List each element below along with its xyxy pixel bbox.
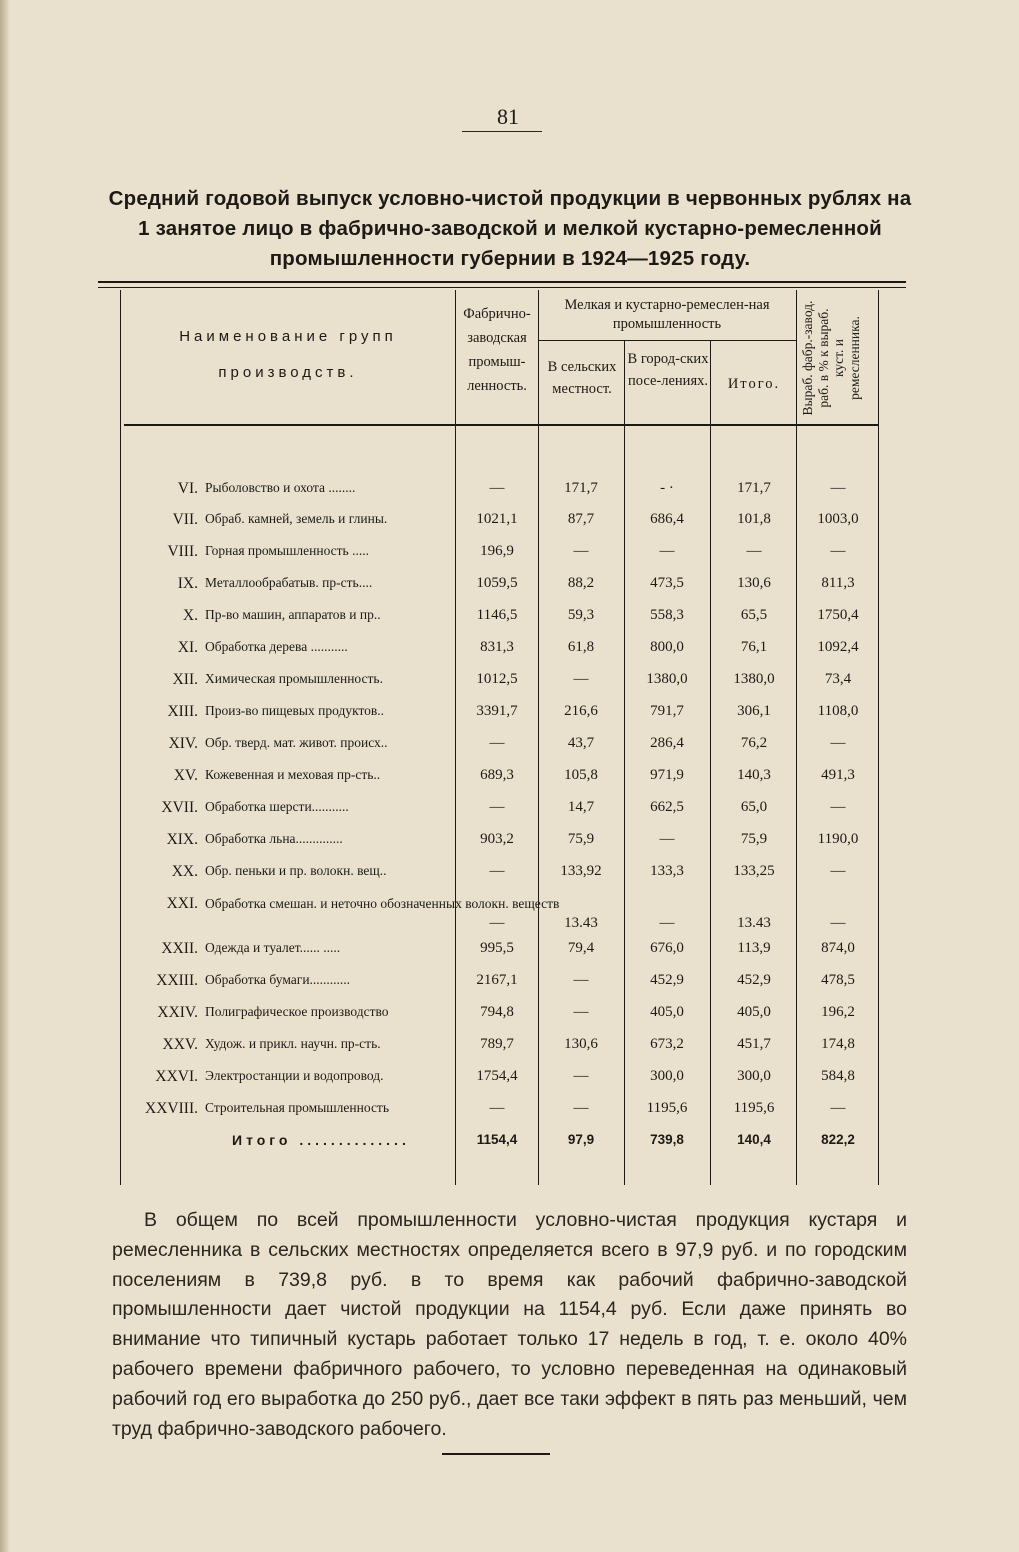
total-row-label: Итого .............. <box>232 1132 410 1148</box>
total-cell-factory: 1154,4 <box>476 1132 518 1147</box>
row-number: XIX. <box>166 831 198 848</box>
row-label: Одежда и туалет...... ..... <box>205 940 341 955</box>
cell-total: 1195,6 <box>733 1100 775 1116</box>
cell-factory: 1012,5 <box>476 671 518 687</box>
cell-ratio: 73,4 <box>824 671 852 687</box>
row-number: XIII. <box>167 703 198 720</box>
cell-factory: — <box>489 1100 505 1116</box>
table-row <box>120 831 880 863</box>
cell-ratio: 1092,4 <box>817 639 859 655</box>
row-number: XX. <box>171 863 198 880</box>
cell-ratio: 874,0 <box>821 940 855 956</box>
cell-factory: 789,7 <box>480 1036 514 1052</box>
cell-factory: 3391,7 <box>476 703 518 719</box>
cell-urban: - · <box>660 480 674 496</box>
row-label: Металлообрабатыв. пр-сть.... <box>205 575 373 590</box>
cell-rural: — <box>573 1068 589 1084</box>
cell-factory: 903,2 <box>480 831 514 847</box>
bottom-rule <box>442 1453 550 1455</box>
cell-rural: 13.43 <box>564 915 598 931</box>
table-row <box>120 575 880 607</box>
cell-ratio: 811,3 <box>821 575 855 591</box>
table-top-rule <box>98 281 906 283</box>
header-total: Итого. <box>727 376 781 392</box>
row-number: XVII. <box>161 799 198 816</box>
cell-rural: 88,2 <box>567 575 595 591</box>
cell-urban: 133,3 <box>650 863 684 879</box>
cell-factory: — <box>489 799 505 815</box>
cell-urban: 473,5 <box>650 575 684 591</box>
header-rural: В сельских местност. <box>547 359 617 397</box>
cell-rural: 216,6 <box>564 703 598 719</box>
cell-total: 452,9 <box>737 972 771 988</box>
cell-rural: — <box>573 543 589 559</box>
row-label: Обработка дерева ........... <box>205 639 348 654</box>
cell-ratio: — <box>830 543 846 559</box>
cell-rural: 105,8 <box>564 767 598 783</box>
row-number: XXV. <box>162 1036 198 1053</box>
cell-urban: 686,4 <box>650 511 684 527</box>
cell-rural: 87,7 <box>567 511 595 527</box>
cell-ratio: 1750,4 <box>817 607 859 623</box>
cell-urban: 1195,6 <box>646 1100 688 1116</box>
table-row <box>120 1036 880 1068</box>
cell-urban: 1380,0 <box>646 671 688 687</box>
total-cell-urban: 739,8 <box>650 1132 684 1147</box>
row-label: Обработка льна.............. <box>205 831 343 846</box>
body-paragraph <box>112 1206 907 1444</box>
cell-total: 65,0 <box>740 799 768 815</box>
cell-total: 113,9 <box>737 940 771 956</box>
cell-rural: 75,9 <box>567 831 595 847</box>
cell-rural: 171,7 <box>564 480 598 496</box>
cell-total: 65,5 <box>740 607 768 623</box>
row-number: VI. <box>177 480 198 497</box>
row-number: IX. <box>177 575 198 592</box>
table-row <box>120 1100 880 1132</box>
total-cell-rural: 97,9 <box>567 1132 595 1147</box>
cell-rural: — <box>573 671 589 687</box>
cell-rural: 14,7 <box>567 799 595 815</box>
cell-rural: — <box>573 1004 589 1020</box>
cell-total: 133,25 <box>733 863 775 879</box>
row-label: Обработка бумаги............ <box>205 972 351 987</box>
row-label: Полиграфическое производство <box>205 1004 389 1019</box>
cell-urban: 971,9 <box>650 767 684 783</box>
cell-total: 13.43 <box>737 915 771 931</box>
cell-urban: 452,9 <box>650 972 684 988</box>
cell-urban: — <box>659 915 675 931</box>
cell-ratio: 1003,0 <box>817 511 859 527</box>
row-number: XI. <box>177 639 198 656</box>
cell-total: 101,8 <box>737 511 771 527</box>
cell-factory: — <box>489 863 505 879</box>
subheader-rule <box>538 340 796 341</box>
body-paragraph-text: В общем по всей промышленности условно-чистая продукция кустаря и ремесленника в сельских местностях определяется всего в 97,9 руб. и по городским поселениям в 739,8 руб. в то время как рабочий фабрично-заводской промышленности дает чистой продукции на 1154,4 руб. Если даже принять во внимание что типичный кустарь работает только 17 недель в год, т. е. около 40% рабочего времени фабричного рабочего, то условно переведенная на одинаковый рабочий год его выработка до 250 руб., дает все таки эффект в пять раз меньший, чем труд фабрично-заводского рабочего. <box>112 1209 907 1440</box>
cell-factory: 1059,5 <box>476 575 518 591</box>
cell-ratio: 1190,0 <box>817 831 859 847</box>
cell-ratio: — <box>830 863 846 879</box>
cell-ratio: 196,2 <box>821 1004 855 1020</box>
row-label: Кожевенная и меховая пр-сть.. <box>205 767 381 782</box>
row-label: Химическая промышленность. <box>205 671 383 686</box>
cell-rural: — <box>573 972 589 988</box>
cell-factory: — <box>489 735 505 751</box>
row-label: Обр. тверд. мат. живот. происх.. <box>205 735 388 750</box>
table-row <box>120 972 880 1004</box>
cell-total: 140,3 <box>737 767 771 783</box>
total-cell-total: 140,4 <box>737 1132 771 1147</box>
cell-urban: 286,4 <box>650 735 684 751</box>
cell-factory: 1754,4 <box>476 1068 518 1084</box>
cell-ratio: — <box>830 915 846 931</box>
row-number: VII. <box>172 511 198 528</box>
header-ratio <box>800 296 876 420</box>
cell-factory: 995,5 <box>480 940 514 956</box>
cell-urban: 676,0 <box>650 940 684 956</box>
table-row <box>120 1004 880 1036</box>
table-row <box>120 511 880 543</box>
row-number: XXIV. <box>157 1004 198 1021</box>
row-number: XIV. <box>168 735 198 752</box>
cell-ratio: — <box>830 480 846 496</box>
cell-total: 76,1 <box>740 639 768 655</box>
cell-total: 171,7 <box>737 480 771 496</box>
header-bottom-rule <box>124 424 878 426</box>
cell-total: 130,6 <box>737 575 771 591</box>
total-cell-ratio: 822,2 <box>821 1132 855 1147</box>
row-label: Худож. и прикл. научн. пр-сть. <box>205 1036 381 1051</box>
cell-rural: 61,8 <box>567 639 595 655</box>
cell-total: 75,9 <box>740 831 768 847</box>
row-number: XXII. <box>161 940 198 957</box>
table-row <box>120 799 880 831</box>
row-number: XXVI. <box>155 1068 198 1085</box>
cell-factory: 1021,1 <box>476 511 518 527</box>
row-label: Обработка смешан. и неточно обозначенных волокн. веществ <box>205 896 560 911</box>
table-row <box>120 480 880 512</box>
total-row <box>120 1132 880 1164</box>
row-label: Произ-во пищевых продуктов.. <box>205 703 385 718</box>
cell-rural: 43,7 <box>567 735 595 751</box>
table-row <box>120 671 880 703</box>
row-label: Пр-во машин, аппаратов и пр.. <box>205 607 381 622</box>
row-number: X. <box>182 607 198 624</box>
row-number: XII. <box>172 671 198 688</box>
table-row <box>120 767 880 799</box>
cell-rural: 59,3 <box>567 607 595 623</box>
table-row <box>120 703 880 735</box>
cell-rural: 79,4 <box>567 940 595 956</box>
page-number: 81 <box>497 104 519 129</box>
cell-factory: 794,8 <box>480 1004 514 1020</box>
table-row <box>120 639 880 671</box>
row-label: Обработка шерсти........... <box>205 799 349 814</box>
cell-urban: — <box>659 831 675 847</box>
cell-ratio: 584,8 <box>821 1068 855 1084</box>
table-row <box>120 735 880 767</box>
cell-factory: 831,3 <box>480 639 514 655</box>
row-label: Обраб. камней, земель и глины. <box>205 511 388 526</box>
table-row <box>120 607 880 639</box>
row-label: Строительная промышленность <box>205 1100 389 1115</box>
cell-total: 306,1 <box>737 703 771 719</box>
table-row <box>120 895 880 931</box>
table-row <box>120 940 880 972</box>
cell-total: 76,2 <box>740 735 768 751</box>
cell-factory: — <box>489 480 505 496</box>
cell-total: 1380,0 <box>733 671 775 687</box>
cell-urban: — <box>659 543 675 559</box>
cell-ratio: 478,5 <box>821 972 855 988</box>
cell-urban: 558,3 <box>650 607 684 623</box>
cell-ratio: 1108,0 <box>817 703 859 719</box>
cell-factory: 689,3 <box>480 767 514 783</box>
header-urban: В город-ских посе-лениях. <box>627 351 709 389</box>
row-label: Горная промышленность ..... <box>205 543 369 558</box>
cell-factory: — <box>489 915 505 931</box>
cell-rural: — <box>573 1100 589 1116</box>
cell-factory: 1146,5 <box>476 607 518 623</box>
row-label: Обр. пеньки и пр. волокн. вещ.. <box>205 863 387 878</box>
cell-total: — <box>746 543 762 559</box>
cell-ratio: — <box>830 1100 846 1116</box>
table-row <box>120 863 880 895</box>
row-label: Рыболовство и охота ........ <box>205 480 356 495</box>
cell-urban: 791,7 <box>650 703 684 719</box>
row-number: XXI. <box>166 895 198 912</box>
row-number: VIII. <box>167 543 198 560</box>
header-small-industry: Мелкая и кустарно-ремеслен-ная промышленность <box>564 297 770 332</box>
header-group-name-line2: производств. <box>218 364 358 381</box>
header-ratio-text: Выраб. фабр.-завод. раб. в % к выраб. куст. и ремесленника. <box>800 300 862 416</box>
table-row <box>120 543 880 575</box>
cell-urban: 405,0 <box>650 1004 684 1020</box>
cell-factory: 196,9 <box>480 543 514 559</box>
cell-factory: 2167,1 <box>476 972 518 988</box>
header-group-name-line1: Наименование групп <box>179 328 397 345</box>
row-number: XXVIII. <box>145 1100 198 1117</box>
table-title: Средний годовой выпуск условно-чистой продукции в червонных рублях на 1 занятое лицо в фабрично-заводской и мелкой кустарно-ремесленной промышленности губернии в 1924—1925 году. <box>108 187 912 270</box>
cell-total: 451,7 <box>737 1036 771 1052</box>
row-label: Электростанции и водопровод. <box>205 1068 384 1083</box>
cell-urban: 673,2 <box>650 1036 684 1052</box>
row-number: XXIII. <box>156 972 198 989</box>
cell-total: 405,0 <box>737 1004 771 1020</box>
cell-rural: 130,6 <box>564 1036 598 1052</box>
cell-total: 300,0 <box>737 1068 771 1084</box>
cell-ratio: — <box>830 799 846 815</box>
cell-urban: 800,0 <box>650 639 684 655</box>
cell-urban: 300,0 <box>650 1068 684 1084</box>
table-row <box>120 1068 880 1100</box>
cell-ratio: — <box>830 735 846 751</box>
table-top-rule-thin <box>98 287 906 288</box>
cell-rural: 133,92 <box>560 863 602 879</box>
cell-ratio: 491,3 <box>821 767 855 783</box>
page-number-rule <box>462 131 542 132</box>
row-number: XV. <box>173 767 198 784</box>
cell-urban: 662,5 <box>650 799 684 815</box>
cell-ratio: 174,8 <box>821 1036 855 1052</box>
header-factory: Фабрично-заводская промыш-ленность. <box>463 306 531 394</box>
page-edge-shadow <box>0 0 10 1552</box>
